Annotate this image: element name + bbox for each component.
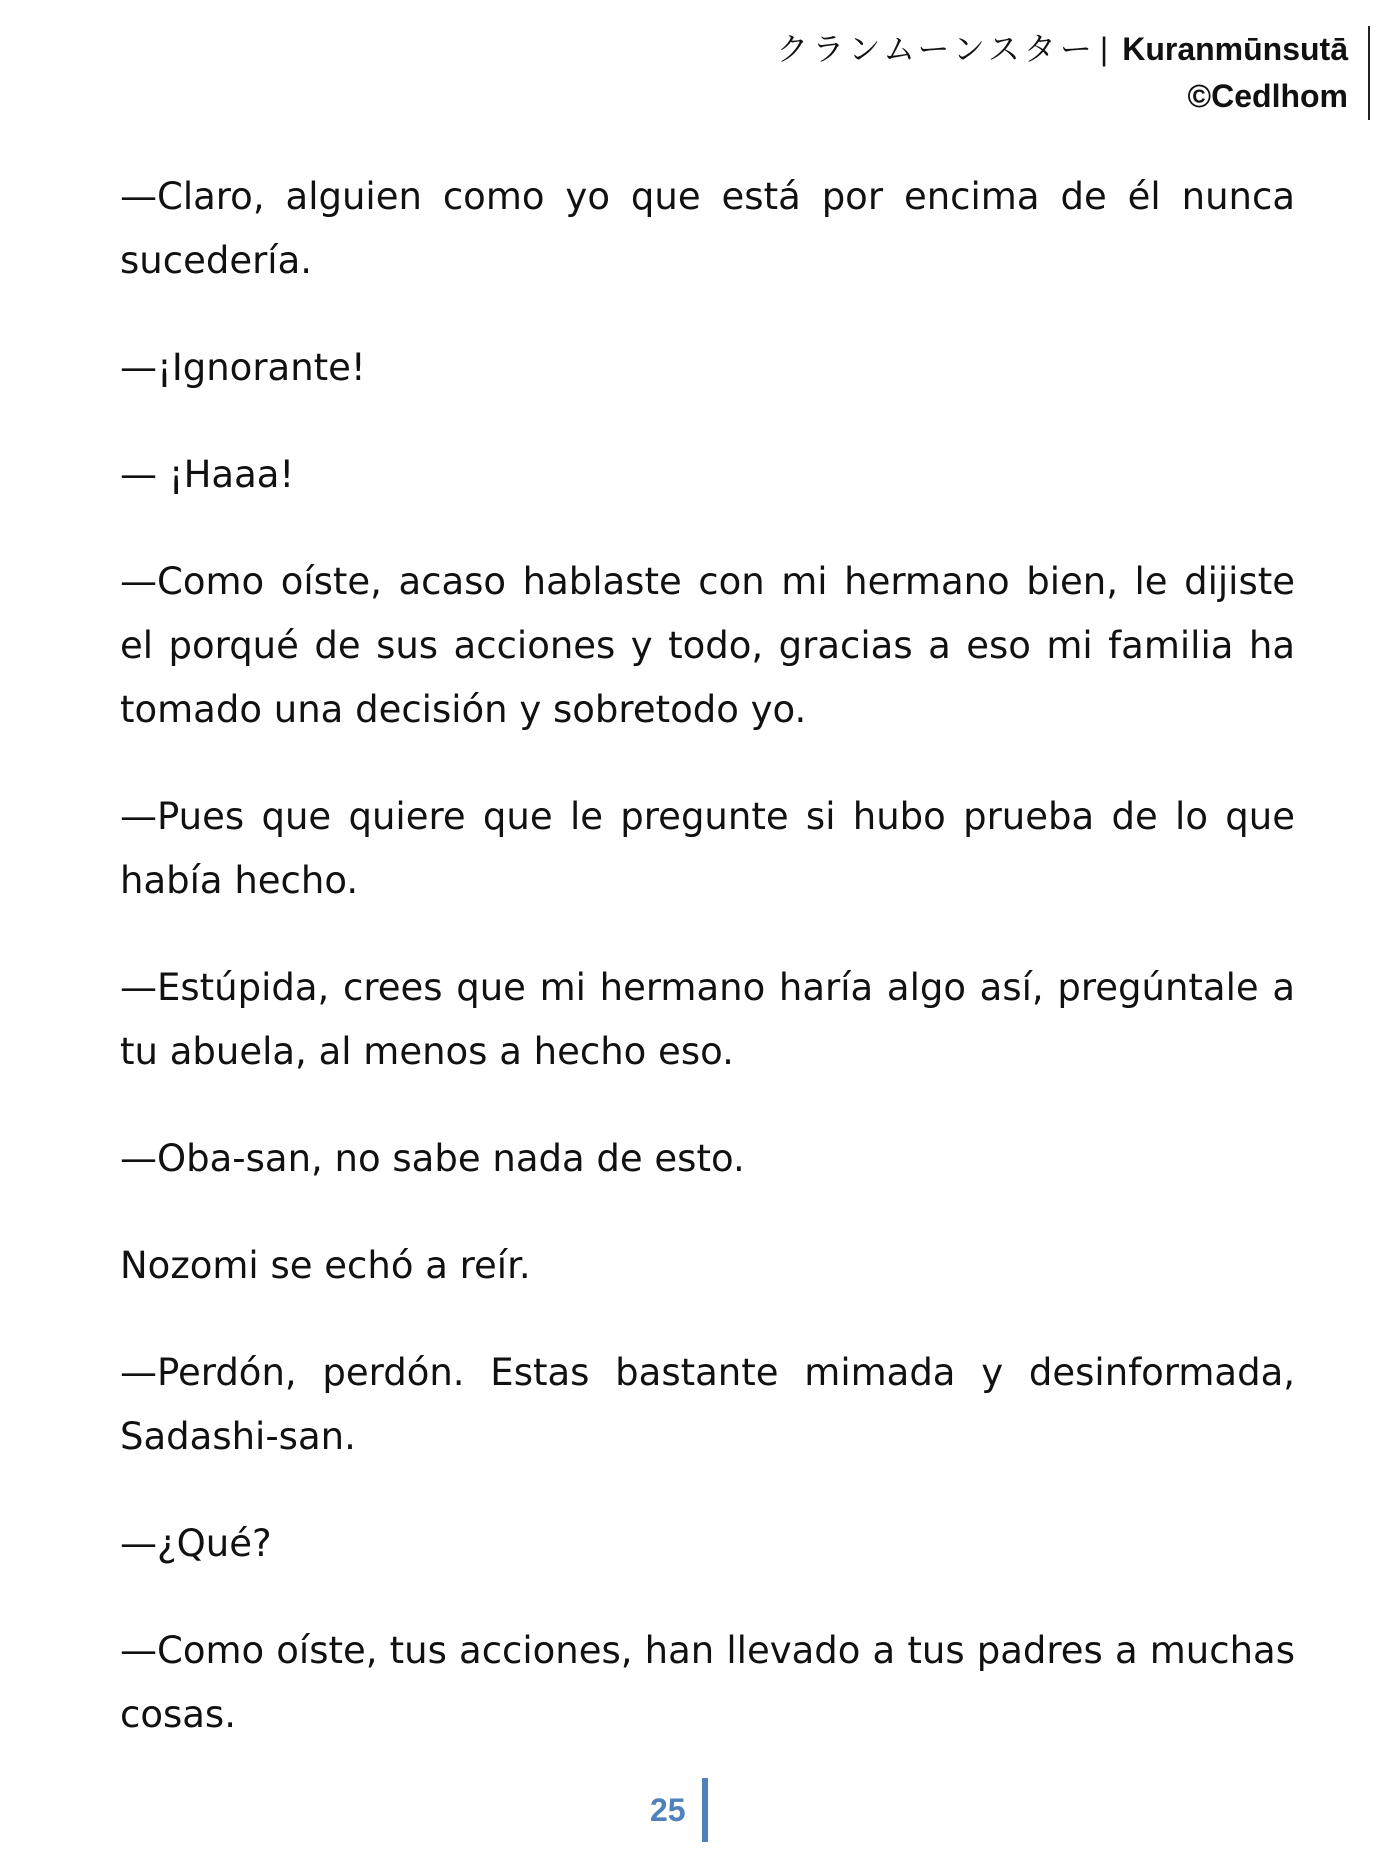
page-footer bbox=[650, 1778, 708, 1842]
paragraph: —¿Qué? bbox=[120, 1522, 272, 1565]
body-text bbox=[120, 165, 1295, 1790]
page-header bbox=[776, 26, 1370, 120]
paragraph: — ¡Haaa! bbox=[120, 453, 295, 496]
paragraph: —¡Ignorante! bbox=[120, 346, 366, 389]
paragraph: —Como oíste, acaso hablaste con mi hermano bien, le dijiste el porqué de sus acciones y todo, gracias a eso mi familia ha tomado una decisión y sobretodo yo. bbox=[120, 560, 1295, 731]
page-number: 25 bbox=[650, 1791, 686, 1828]
paragraph: —Claro, alguien como yo que está por encima de él nunca sucedería. bbox=[120, 175, 1295, 282]
paragraph: —Pues que quiere que le pregunte si hubo prueba de lo que había hecho. bbox=[120, 795, 1295, 902]
header-title-line bbox=[776, 26, 1348, 72]
header-japanese-title: クランムーンスター bbox=[776, 30, 1096, 68]
paragraph: —Estúpida, crees que mi hermano haría algo así, pregúntale a tu abuela, al menos a hecho eso. bbox=[120, 966, 1295, 1073]
paragraph: Nozomi se echó a reír. bbox=[120, 1244, 531, 1287]
paragraph: —Perdón, perdón. Estas bastante mimada y desinformada, Sadashi-san. bbox=[120, 1351, 1295, 1458]
paragraph: —Oba-san, no sabe nada de esto. bbox=[120, 1137, 745, 1180]
header-copyright: ©Cedlhom bbox=[1187, 78, 1348, 114]
header-separator: | bbox=[1099, 31, 1109, 67]
header-romaji-title: Kuranmūnsutā bbox=[1122, 31, 1348, 67]
paragraph: —Como oíste, tus acciones, han llevado a tus padres a muchas cosas. bbox=[120, 1629, 1295, 1736]
page-number-bar bbox=[702, 1778, 708, 1842]
